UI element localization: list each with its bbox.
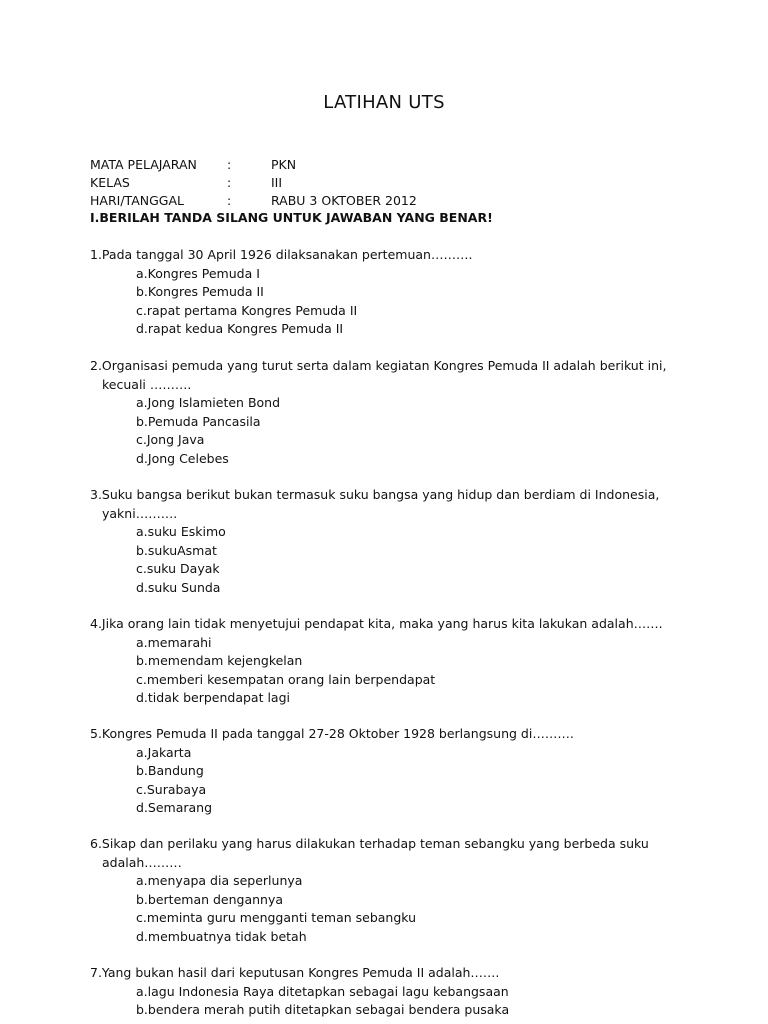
question-stem-continuation: yakni……….: [102, 505, 178, 521]
instruction: I.BERILAH TANDA SILANG UNTUK JAWABAN YANG BENAR!: [90, 210, 493, 225]
question-stem: 6.Sikap dan perilaku yang harus dilakukan terhadap teman sebangku yang berbeda suku: [90, 836, 649, 851]
question-5: [90, 725, 690, 818]
question-stem: 4.Jika orang lain tidak menyetujui pendapat kita, maka yang harus kita lakukan adalah…….: [90, 616, 663, 631]
header-value: III: [271, 175, 283, 190]
answer-option: a.Jong Islamieten Bond: [136, 395, 281, 410]
question-7: [90, 964, 690, 1020]
answer-option: c.memberi kesempatan orang lain berpendapat: [136, 671, 436, 687]
question-2: [90, 357, 690, 468]
header-value: PKN: [271, 157, 297, 172]
question-stem: 5.Kongres Pemuda II pada tanggal 27-28 Oktober 1928 berlangsung di……….: [90, 726, 574, 741]
question-stem: 3.Suku bangsa berikut bukan termasuk suku bangsa yang hidup dan berdiam di Indonesia,: [90, 487, 660, 502]
header-label: HARI/TANGGAL: [90, 193, 184, 208]
question-6: [90, 835, 690, 946]
answer-option: c.suku Dayak: [136, 561, 220, 576]
page-title: LATIHAN UTS: [323, 92, 445, 113]
question-stem: 7.Yang bukan hasil dari keputusan Kongres Pemuda II adalah…….: [90, 965, 500, 980]
answer-option: d.suku Sunda: [136, 579, 221, 595]
answer-option: d.membuatnya tidak betah: [136, 928, 307, 944]
answer-option: b.memendam kejengkelan: [136, 653, 303, 668]
answer-option: b.berteman dengannya: [136, 891, 284, 907]
answer-option: c.rapat pertama Kongres Pemuda II: [136, 302, 358, 318]
answer-option: c.Jong Java: [136, 432, 205, 447]
answer-option: c.meminta guru mengganti teman sebangku: [136, 910, 417, 925]
answer-option: d.tidak berpendapat lagi: [136, 690, 291, 705]
answer-option: b.bendera merah putih ditetapkan sebagai bendera pusaka: [136, 1002, 510, 1017]
question-stem-continuation: adalah………: [102, 854, 182, 870]
answer-option: b.sukuAsmat: [136, 542, 217, 558]
answer-option: d.Semarang: [136, 800, 213, 815]
answer-option: b.Bandung: [136, 763, 204, 778]
answer-option: a.menyapa dia seperlunya: [136, 873, 303, 888]
question-stem: 2.Organisasi pemuda yang turut serta dalam kegiatan Kongres Pemuda II adalah berikut ini,: [90, 358, 667, 373]
answer-option: a.Jakarta: [136, 744, 192, 760]
answer-option: a.suku Eskimo: [136, 524, 226, 539]
question-3: [90, 486, 690, 597]
header-label: MATA PELAJARAN: [90, 157, 197, 172]
answer-option: c.Surabaya: [136, 781, 207, 797]
answer-option: d.Jong Celebes: [136, 450, 229, 466]
question-stem: 1.Pada tanggal 30 April 1926 dilaksanakan pertemuan……….: [90, 247, 473, 262]
answer-option: a.memarahi: [136, 634, 212, 650]
header-colon: :: [227, 175, 232, 190]
answer-option: a.Kongres Pemuda I: [136, 265, 260, 281]
header-label: KELAS: [90, 175, 130, 190]
answer-option: b.Kongres Pemuda II: [136, 284, 264, 299]
answer-option: d.rapat kedua Kongres Pemuda II: [136, 321, 344, 336]
header-value: RABU 3 OKTOBER 2012: [271, 193, 417, 208]
question-1: [90, 246, 690, 339]
header-colon: :: [227, 157, 232, 172]
answer-option: a.lagu Indonesia Raya ditetapkan sebagai lagu kebangsaan: [136, 983, 509, 999]
question-stem-continuation: kecuali ……….: [102, 376, 192, 392]
answer-option: b.Pemuda Pancasila: [136, 413, 261, 429]
question-4: [90, 615, 690, 708]
header-colon: :: [227, 193, 232, 208]
